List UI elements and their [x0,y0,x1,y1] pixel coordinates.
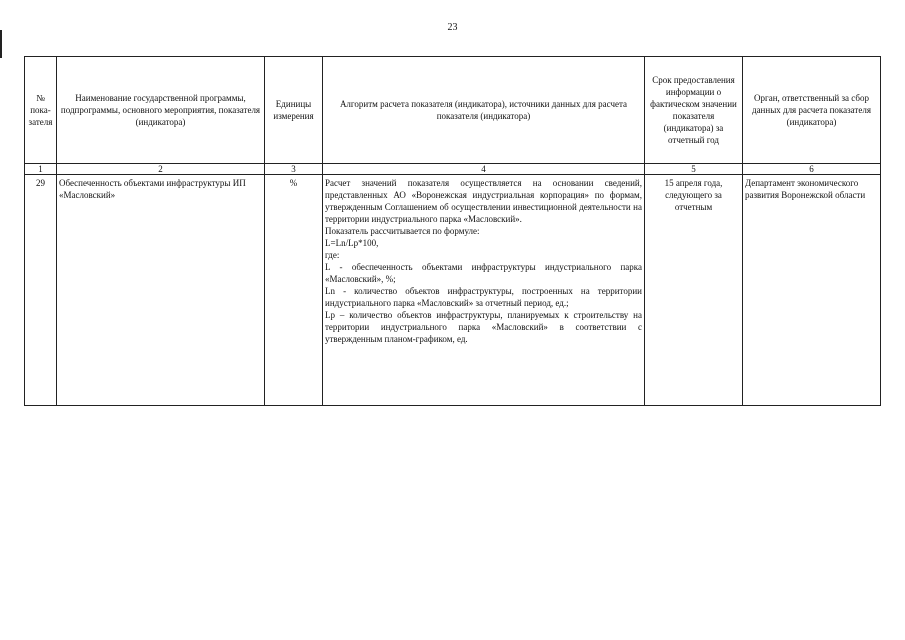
page-number: 23 [447,22,458,33]
indicator-responsible: Департамент экономического развития Воронежской области [743,175,881,406]
indicator-name: Обеспеченность объектами инфраструктуры ИП «Масловский» [57,175,265,406]
column-number: 4 [323,164,645,175]
algorithm-paragraph: Lp – количество объектов инфраструктуры, планируемых к строительству на территории индустриального парка «Масловский» в соответствии с утвержденным планом-графиком, ед. [325,310,642,344]
margin-mark [0,30,2,58]
indicator-unit: % [265,175,323,406]
header-name: Наименование государственной программы, подпрограммы, основного мероприятия, показателя (индикатора) [57,57,265,164]
header-unit: Единицы измерения [265,57,323,164]
header-deadline: Срок предоставления информации о фактическом значении показателя (индикатора) за отчетный год [645,57,743,164]
algorithm-paragraph: Ln - количество объектов инфраструктуры, построенных на территории индустриального парка «Масловский» за отчетный период, ед.; [325,286,642,308]
header-indicator-number: № пока-зателя [25,57,57,164]
algorithm-formula: L=Ln/Lp*100, [325,238,379,248]
column-number: 3 [265,164,323,175]
indicator-table [24,56,881,406]
column-number: 6 [743,164,881,175]
header-responsible: Орган, ответственный за сбор данных для расчета показателя (индикатора) [743,57,881,164]
table-row [25,175,881,406]
indicator-algorithm [323,175,645,406]
algorithm-paragraph: Расчет значений показателя осуществляется на основании сведений, представленных АО «Воронежская индустриальная корпорация» по формам, утвержденным Соглашением об осуществлении инвестиционной деятельности на территории индустриального парка «Масловский». [325,178,642,224]
column-number: 2 [57,164,265,175]
algorithm-paragraph: L - обеспеченность объектами инфраструктуры индустриального парка «Масловский», %; [325,262,642,284]
column-number-row [25,164,881,175]
column-number: 1 [25,164,57,175]
algorithm-paragraph: где: [325,250,340,260]
algorithm-paragraph: Показатель рассчитывается по формуле: [325,226,480,236]
indicator-number: 29 [25,175,57,406]
table-header-row [25,57,881,164]
indicator-deadline: 15 апреля года, следующего за отчетным [645,175,743,406]
header-algorithm: Алгоритм расчета показателя (индикатора), источники данных для расчета показателя (индикатора) [323,57,645,164]
column-number: 5 [645,164,743,175]
